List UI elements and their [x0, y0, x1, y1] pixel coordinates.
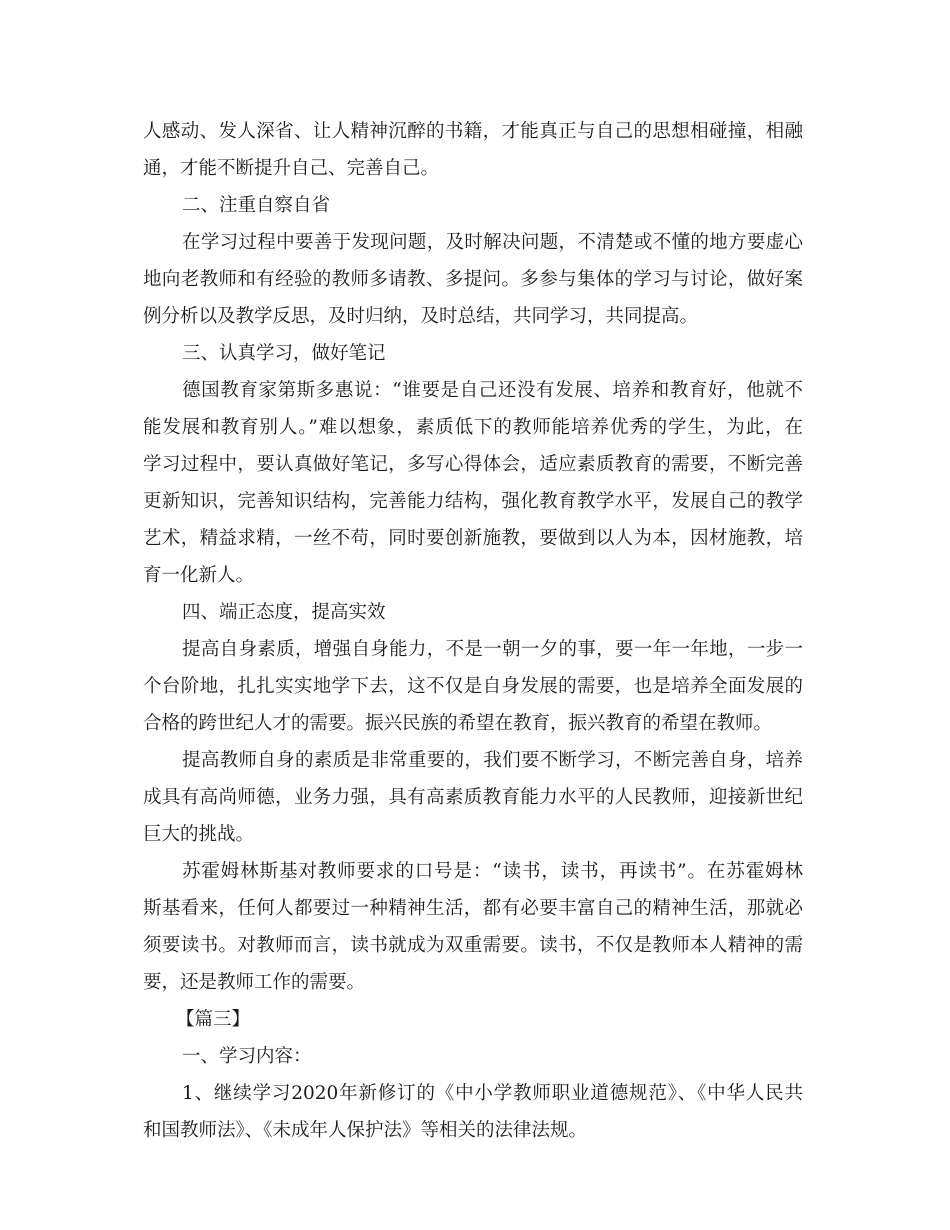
paragraph-line: 个台阶地，扎扎实实地学下去，这不仅是自身发展的需要，也是培养全面发展的	[143, 676, 803, 697]
paragraph-line: 更新知识，完善知识结构，完善能力结构，强化教育教学水平，发展自己的教学	[143, 491, 803, 512]
paragraph-line: 提高自身素质，增强自身能力，不是一朝一夕的事，要一年一年地，一步一	[182, 639, 803, 660]
section-heading: 四、端正态度，提高实效	[182, 602, 386, 623]
paragraph-line: 育一化新人。	[143, 565, 255, 586]
paragraph-line: 艺术，精益求精，一丝不苟，同时要创新施教，要做到以人为本，因材施教，培	[143, 528, 803, 549]
section-heading: 二、注重自察自省	[182, 195, 331, 216]
section-heading: 三、认真学习，做好笔记	[182, 343, 386, 364]
paragraph-line: 能发展和教育别人。”难以想象，素质低下的教师能培养优秀的学生，为此，在	[143, 417, 803, 438]
paragraph-line: 苏霍姆林斯基对教师要求的口号是：“读书，读书，再读书”。在苏霍姆林	[182, 861, 803, 882]
paragraph-line: 1、继续学习2020年新修订的《中小学教师职业道德规范》、《中华人民共	[182, 1083, 803, 1104]
chapter-heading: 【篇三】	[176, 1009, 251, 1030]
paragraph-line: 提高教师自身的素质是非常重要的，我们要不断学习，不断完善自身，培养	[182, 750, 803, 771]
paragraph-line: 要，还是教师工作的需要。	[143, 972, 366, 993]
paragraph-line: 成具有高尚师德，业务力强，具有高素质教育能力水平的人民教师，迎接新世纪	[143, 787, 803, 808]
paragraph-line: 学习过程中，要认真做好笔记，多写心得体会，适应素质教育的需要，不断完善	[143, 454, 803, 475]
paragraph-line: 德国教育家第斯多惠说：“谁要是自己还没有发展、培养和教育好，他就不	[182, 380, 803, 401]
paragraph-line: 例分析以及教学反思，及时归纳，及时总结，共同学习，共同提高。	[143, 306, 699, 327]
paragraph-line: 通，才能不断提升自己、完善自己。	[143, 158, 440, 179]
paragraph-line: 人感动、发人深省、让人精神沉醉的书籍，才能真正与自己的思想相碰撞，相融	[143, 121, 803, 142]
paragraph-line: 合格的跨世纪人才的需要。振兴民族的希望在教育，振兴教育的希望在教师。	[143, 713, 773, 734]
paragraph-line: 巨大的挑战。	[143, 824, 255, 845]
section-heading: 一、学习内容：	[182, 1046, 312, 1067]
paragraph-line: 和国教师法》、《未成年人保护法》等相关的法律法规。	[143, 1120, 588, 1141]
paragraph-line: 须要读书。对教师而言，读书就成为双重需要。读书，不仅是教师本人精神的需	[143, 935, 803, 956]
paragraph-line: 地向老教师和有经验的教师多请教、多提问。多参与集体的学习与讨论，做好案	[143, 269, 803, 290]
paragraph-line: 斯基看来，任何人都要过一种精神生活，都有必要丰富自己的精神生活，那就必	[143, 898, 803, 919]
paragraph-line: 在学习过程中要善于发现问题，及时解决问题，不清楚或不懂的地方要虚心	[182, 232, 803, 253]
